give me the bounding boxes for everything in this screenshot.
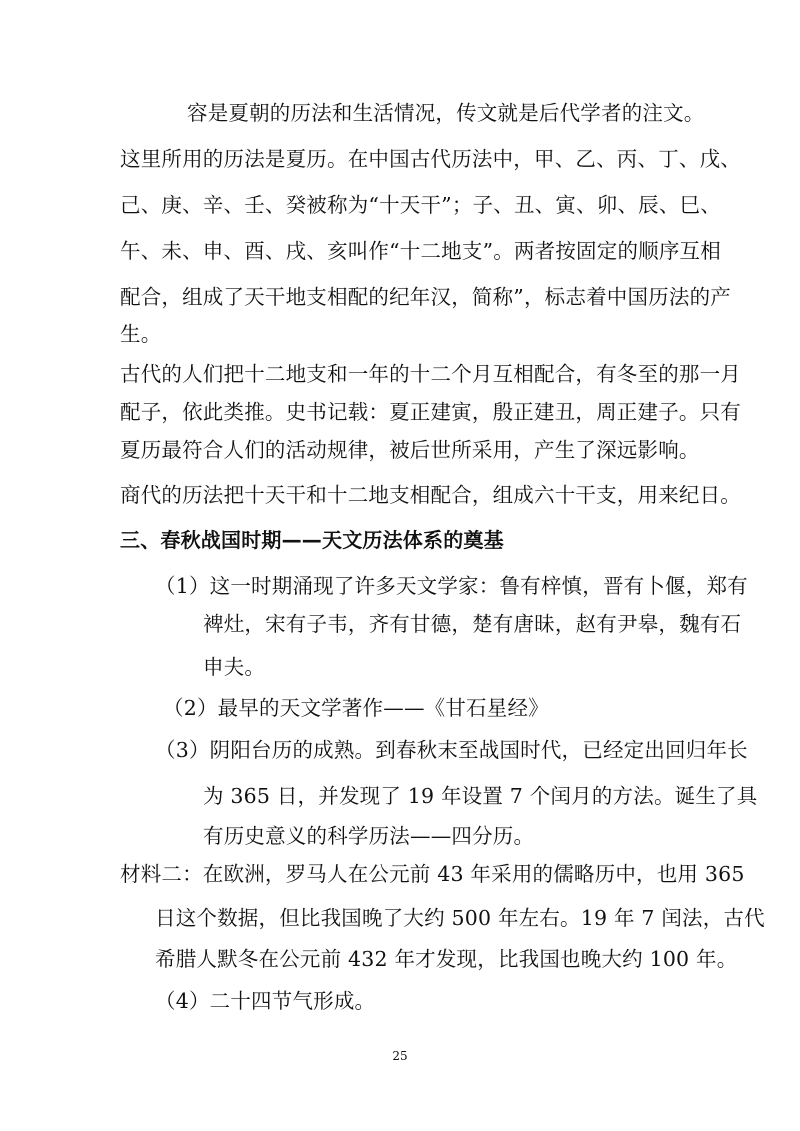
text-line-5: 配合，组成了天干地支相配的纪年汉，简称”，标志着中国历法的产 [120, 285, 731, 309]
text-line-8: 配子，依此类推。史书记载：夏正建寅，殷正建丑，周正建子。只有 [120, 400, 741, 424]
text-line-17: 为 365 日，并发现了 19 年设置 7 个闰月的方法。诞生了具 [203, 784, 758, 808]
text-line-4: 午、未、申、酉、戌、亥叫作“十二地支”。两者按固定的顺序互相 [120, 239, 721, 263]
section-heading: 三、春秋战国时期——天文历法体系的奠基 [120, 528, 504, 552]
text-line-12: （1）这一时期涌现了许多天文学家：鲁有梓慎，晋有卜偃，郑有 [155, 574, 748, 598]
text-line-13: 裨灶，宋有子韦，齐有甘德，楚有唐昧，赵有尹皋，魏有石 [203, 612, 742, 636]
text-line-7: 古代的人们把十二地支和一年的十二个月互相配合，有冬至的那一月 [120, 362, 741, 386]
text-line-15: （2）最早的天文学著作——《甘石星经》 [163, 696, 549, 720]
text-line-3: 己、庚、辛、壬、癸被称为“十天干”；子、丑、寅、卯、辰、巳、 [120, 193, 721, 217]
text-line-14: 申夫。 [203, 655, 266, 679]
text-line-20: 日这个数据，但比我国晚了大约 500 年左右。19 年 7 闰法，古代 [155, 906, 765, 930]
text-line-22: （4）二十四节气形成。 [155, 989, 376, 1013]
text-line-18: 有历史意义的科学历法——四分历。 [203, 824, 535, 848]
text-line-1: 容是夏朝的历法和生活情况，传文就是后代学者的注文。 [187, 101, 705, 125]
text-line-9: 夏历最符合人们的活动规律，被后世所采用，产生了深远影响。 [120, 438, 700, 462]
text-line-19: 材料二：在欧洲，罗马人在公元前 43 年采用的儒略历中，也用 365 [120, 862, 745, 886]
page-number: 25 [392, 1049, 408, 1063]
text-line-6: 生。 [120, 322, 162, 346]
text-line-2: 这里所用的历法是夏历。在中国古代历法中，甲、乙、丙、丁、戊、 [120, 147, 741, 171]
text-line-10: 商代的历法把十天干和十二地支相配合，组成六十干支，用来纪日。 [120, 483, 741, 507]
text-line-21: 希腊人默冬在公元前 432 年才发现，比我国也晚大约 100 年。 [155, 947, 738, 971]
text-line-16: （3）阴阳台历的成熟。到春秋末至战国时代，已经定出回归年长 [155, 738, 748, 762]
